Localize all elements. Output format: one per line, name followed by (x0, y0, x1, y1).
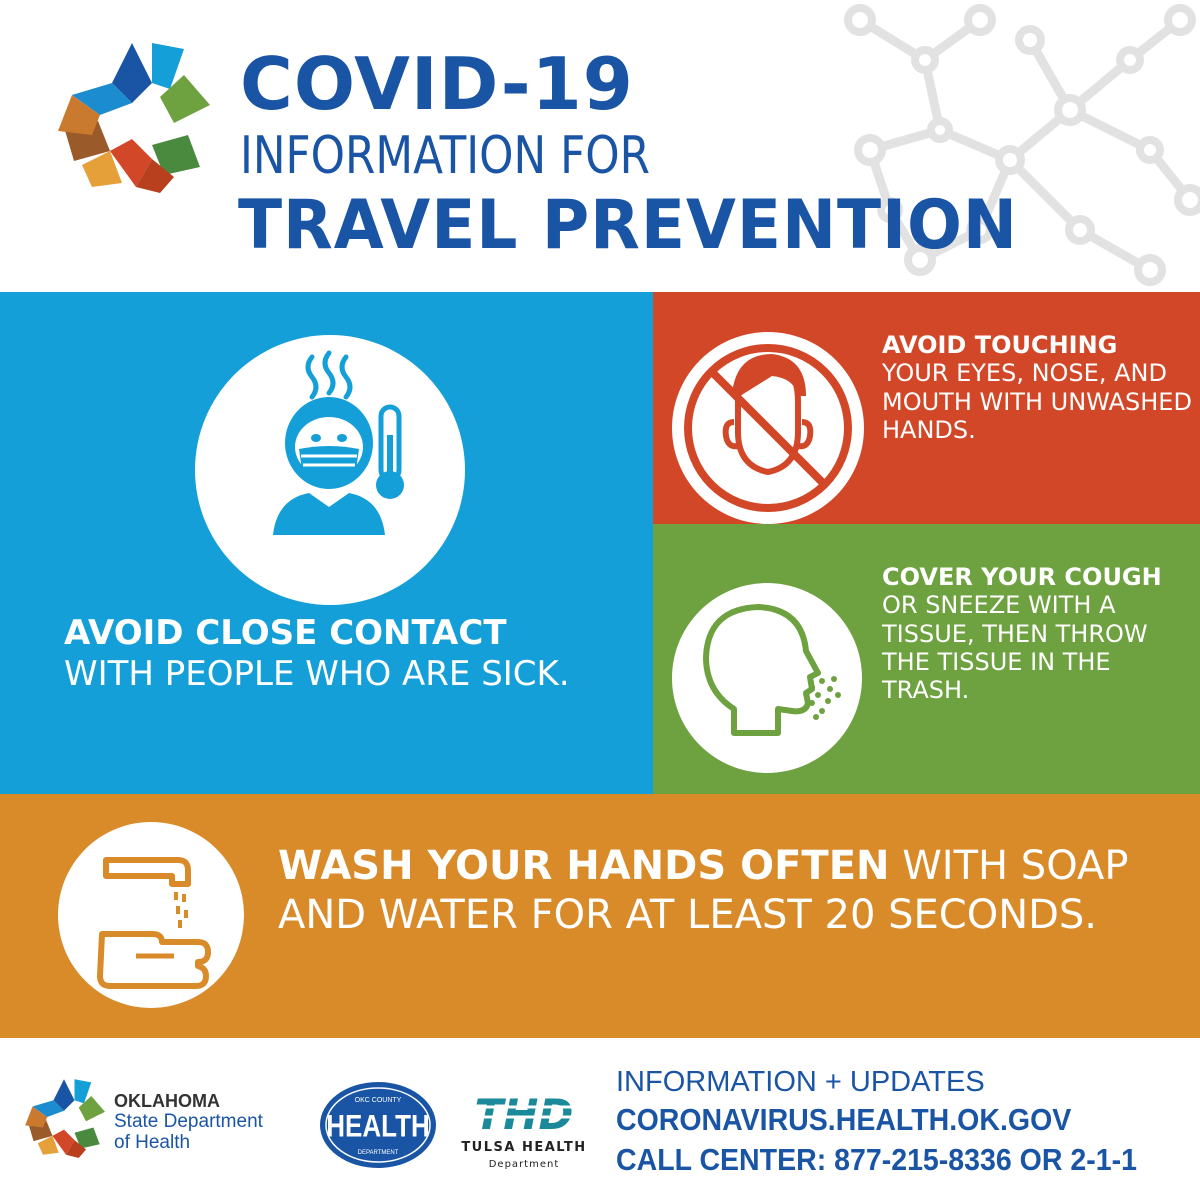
tip-close-contact-rest: WITH PEOPLE WHO ARE SICK. (64, 653, 570, 694)
osdh-star-logo (22, 1075, 106, 1159)
okc-bottom-text: DEPARTMENT (357, 1150, 399, 1156)
call-center: CALL CENTER: 877-215-8336 OR 2-1-1 (616, 1142, 1137, 1177)
title-information-for: INFORMATION FOR (240, 126, 650, 186)
sick-person-fever-icon (195, 335, 465, 605)
tip-avoid-touching-rest: YOUR EYES, NOSE, AND MOUTH WITH UNWASHED HANDS. (882, 359, 1192, 444)
thd-mark: THD (474, 1090, 574, 1139)
tip-avoid-touching-bold: AVOID TOUCHING (882, 331, 1118, 359)
sick-person-circle (195, 335, 465, 605)
tip-wash-hands (278, 842, 1178, 940)
tip-wash-hands-bold: WASH YOUR HANDS OFTEN (278, 843, 890, 889)
thd-line2: Department (488, 1159, 560, 1170)
osdh-line1: OKLAHOMA (114, 1091, 220, 1111)
title-covid: COVID-19 (240, 42, 634, 126)
okc-top-text: OKC COUNTY (354, 1097, 402, 1104)
cough-sneeze-icon (672, 583, 862, 773)
tip-cover-cough-rest: OR SNEEZE WITH A TISSUE, THEN THROW THE TISSUE IN THE TRASH. (882, 591, 1148, 705)
osdh-name (114, 1092, 263, 1154)
tip-cover-cough-bold: COVER YOUR COUGH (882, 563, 1162, 591)
no-face-touching-icon (672, 332, 864, 524)
oklahoma-star-logo (52, 35, 212, 195)
tip-wash-hands-rest: WITH SOAP AND WATER FOR AT LEAST 20 SECONDS. (278, 843, 1129, 939)
hand-washing-icon (58, 822, 244, 1008)
okc-main-text: HEALTH (326, 1109, 430, 1145)
no-touching-circle (672, 332, 864, 524)
okc-county-health-logo (318, 1080, 438, 1170)
website-link[interactable]: CORONAVIRUS.HEALTH.OK.GOV (616, 1102, 1072, 1137)
tip-avoid-touching (882, 331, 1192, 444)
wash-hands-circle (58, 822, 244, 1008)
cough-circle (672, 583, 862, 773)
tip-close-contact (64, 613, 634, 695)
tip-close-contact-bold: AVOID CLOSE CONTACT (64, 613, 507, 653)
tip-cover-cough (882, 563, 1192, 705)
osdh-line2: State Department (114, 1110, 263, 1132)
title-travel-prevention: TRAVEL PREVENTION (238, 186, 1018, 265)
thd-line1: TULSA HEALTH (461, 1140, 587, 1155)
info-heading: INFORMATION + UPDATES (616, 1066, 985, 1098)
tulsa-health-logo (452, 1085, 597, 1175)
osdh-line3: of Health (114, 1131, 191, 1153)
